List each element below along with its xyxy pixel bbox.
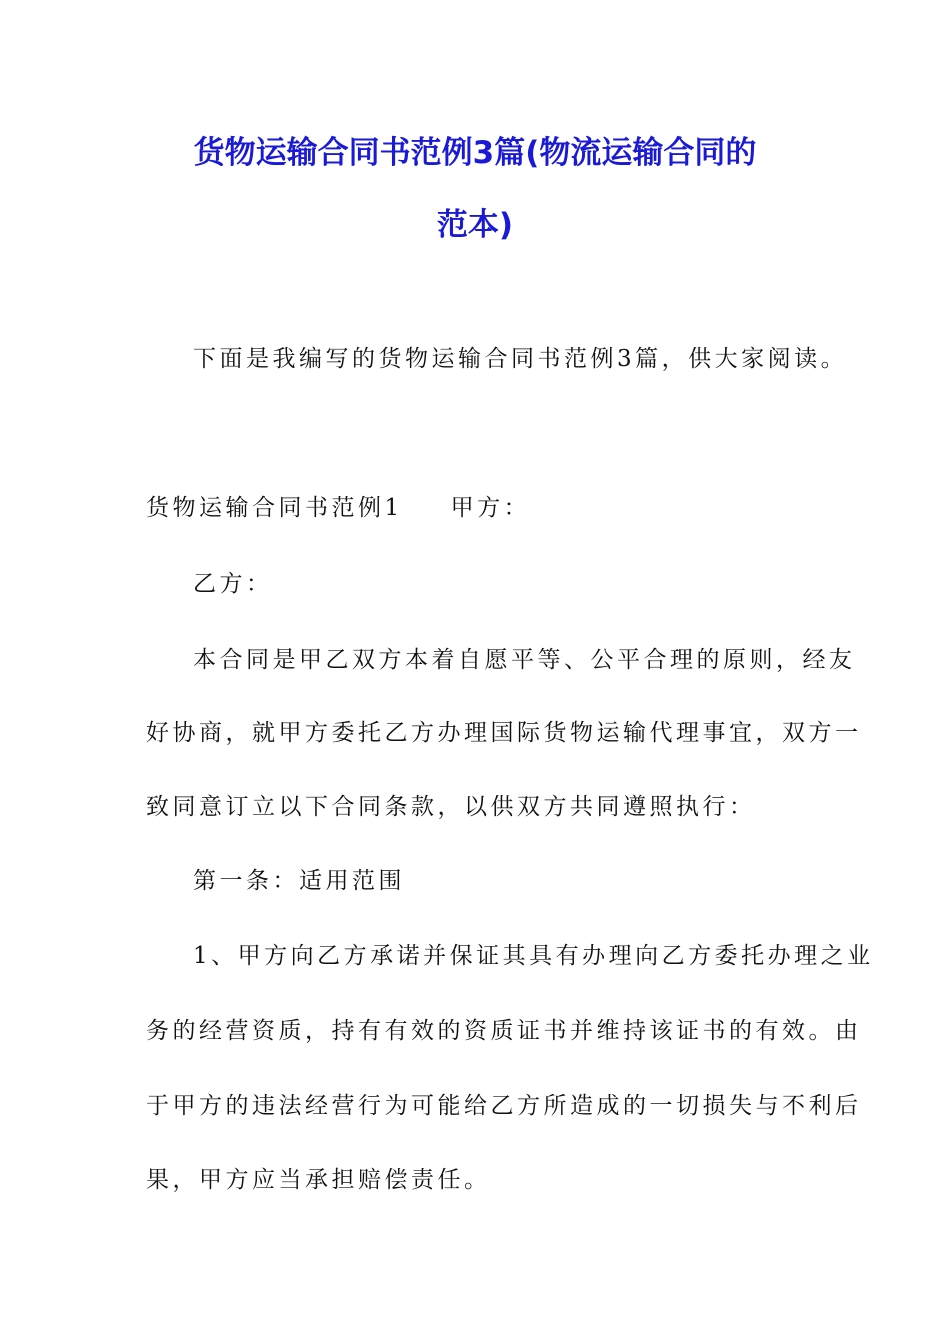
example-heading: 货物运输合同书范例1 <box>146 495 403 521</box>
paragraph-2-line-4: 果，甲方应当承担赔偿责任。 <box>146 1167 491 1193</box>
paragraph-1-line-2: 好协商，就甲方委托乙方办理国际货物运输代理事宜，双方一 <box>146 720 862 746</box>
document-title-line-2: 范本) <box>436 207 514 243</box>
example-heading-row <box>146 497 530 520</box>
document-title-line-1: 货物运输合同书范例3篇(物流运输合同的 <box>193 135 757 171</box>
party-b-label: 乙方： <box>193 571 273 597</box>
intro-paragraph: 下面是我编写的货物运输合同书范例3篇，供大家阅读。 <box>193 346 848 372</box>
paragraph-1-line-1: 本合同是甲乙双方本着自愿平等、公平合理的原则，经友 <box>193 647 856 673</box>
paragraph-2-line-2: 务的经营资质，持有有效的资质证书并维持该证书的有效。由 <box>146 1018 862 1044</box>
paragraph-2-line-1: 1、甲方向乙方承诺并保证其具有办理向乙方委托办理之业 <box>193 943 874 969</box>
paragraph-2-line-3: 于甲方的违法经营行为可能给乙方所造成的一切损失与不利后 <box>146 1093 862 1119</box>
article-1-heading: 第一条：适用范围 <box>193 868 405 894</box>
party-a-label: 甲方： <box>450 495 531 521</box>
paragraph-1-line-3: 致同意订立以下合同条款，以供双方共同遵照执行： <box>146 794 756 820</box>
